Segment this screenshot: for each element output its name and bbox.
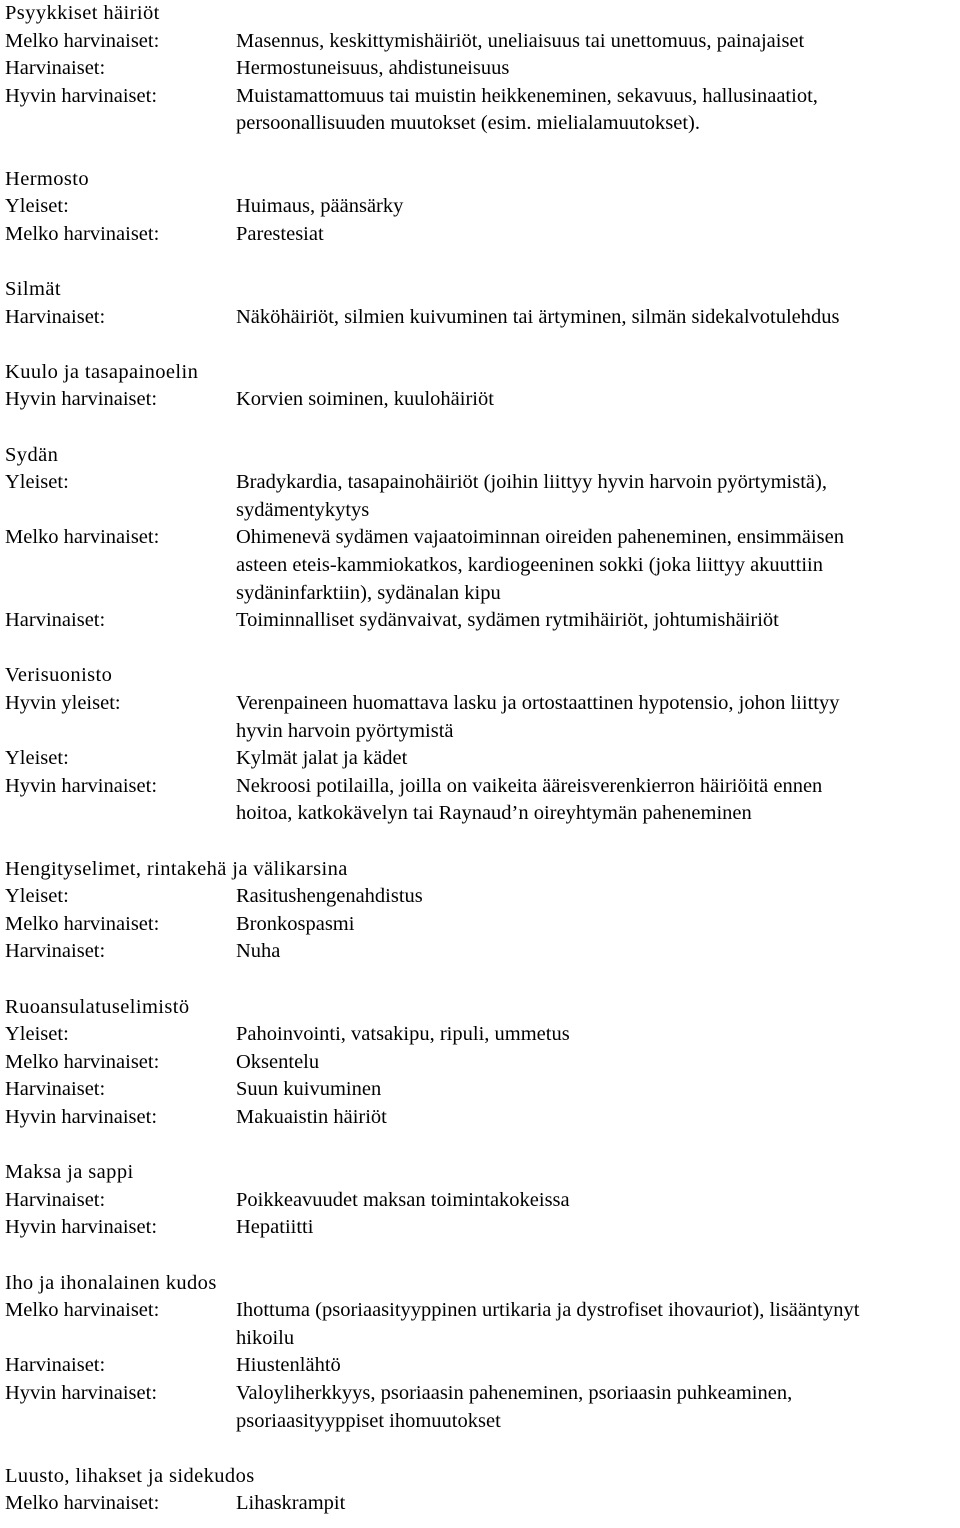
frequency-label: Hyvin harvinaiset:	[5, 774, 158, 797]
effect-text: Makuaistin häiriöt	[236, 1106, 387, 1128]
effect-text: Bradykardia, tasapainohäiriöt (joihin liittyy hyvin harvoin pyörtymistä),	[236, 471, 827, 494]
frequency-label: Hyvin harvinaiset:	[5, 1382, 158, 1404]
effect-text: Valoyliherkkyys, psoriaasin paheneminen, psoriaasin puhkeaminen,	[236, 1382, 793, 1404]
effect-text: Suun kuivuminen	[236, 1078, 382, 1101]
frequency-label: Hyvin harvinaiset:	[5, 388, 158, 411]
effect-text: Verenpaineen huomattava lasku ja ortostaattinen hypotensio, johon liittyy	[236, 692, 840, 714]
effect-text: Rasitushengenahdistus	[236, 885, 423, 908]
section-heading: Luusto, lihakset ja sidekudos	[5, 1464, 255, 1487]
frequency-label: Harvinaiset:	[5, 1354, 106, 1377]
frequency-label: Harvinaiset:	[5, 57, 106, 80]
frequency-label: Harvinaiset:	[5, 1188, 106, 1211]
effect-text: psoriaasityyppiset ihomuutokset	[236, 1409, 501, 1432]
frequency-label: Harvinaiset:	[5, 1078, 106, 1101]
effect-text: hoitoa, katkokävelyn tai Raynaud’n oireyhtymän paheneminen	[236, 802, 752, 825]
section-heading: Psyykkiset häiriöt	[5, 2, 160, 24]
frequency-label: Yleiset:	[5, 885, 69, 908]
frequency-label: Melko harvinaiset:	[5, 1050, 160, 1073]
effect-text: sydämentykytys	[236, 498, 370, 521]
frequency-label: Harvinaiset:	[5, 305, 106, 328]
frequency-label: Harvinaiset:	[5, 609, 106, 632]
effect-text: Hepatiitti	[236, 1216, 314, 1239]
frequency-label: Hyvin harvinaiset:	[5, 84, 158, 107]
effect-text: Ihottuma (psoriaasityyppinen urtikaria ja dystrofiset ihovauriot), lisääntynyt	[236, 1299, 860, 1322]
effect-text: Lihaskrampit	[236, 1492, 346, 1515]
frequency-label: Yleiset:	[5, 747, 69, 770]
effect-text: Nekroosi potilailla, joilla on vaikeita ääreisverenkierron häiriöitä ennen	[236, 774, 823, 797]
effect-text: Kylmät jalat ja kädet	[236, 747, 408, 770]
effect-text: Hermostuneisuus, ahdistuneisuus	[236, 57, 510, 80]
effect-text: hikoilu	[236, 1326, 295, 1349]
section-heading: Hengityselimet, rintakehä ja välikarsina	[5, 857, 348, 880]
frequency-label: Melko harvinaiset:	[5, 222, 160, 245]
section-heading: Maksa ja sappi	[5, 1161, 134, 1184]
section-heading: Ruoansulatuselimistö	[5, 995, 190, 1018]
effect-text: sydäninfarktiin), sydänalan kipu	[236, 581, 501, 604]
effect-text: hyvin harvoin pyörtymistä	[236, 719, 454, 742]
effect-text: persoonallisuuden muutokset (esim. mielialamuutokset).	[236, 112, 701, 135]
section-heading: Sydän	[5, 443, 59, 466]
effect-text: asteen eteis-kammiokatkos, kardiogeeninen sokki (joka liittyy akuuttiin	[236, 554, 823, 576]
frequency-label: Yleiset:	[5, 1023, 69, 1046]
section-heading: Verisuonisto	[5, 664, 113, 687]
effect-text: Korvien soiminen, kuulohäiriöt	[236, 388, 494, 411]
frequency-label: Harvinaiset:	[5, 940, 106, 963]
effect-text: Nuha	[236, 940, 281, 963]
effect-text: Huimaus, päänsärky	[236, 195, 404, 218]
section-heading: Hermosto	[5, 167, 90, 190]
effect-text: Toiminnalliset sydänvaivat, sydämen rytmihäiriöt, johtumishäiriöt	[236, 609, 779, 632]
frequency-label: Melko harvinaiset:	[5, 912, 160, 935]
frequency-label: Melko harvinaiset:	[5, 29, 160, 52]
frequency-label: Hyvin harvinaiset:	[5, 1106, 158, 1128]
effect-text: Muistamattomuus tai muistin heikkeneminen, sekavuus, hallusinaatiot,	[236, 84, 818, 107]
frequency-label: Melko harvinaiset:	[5, 1299, 160, 1322]
effect-text: Näköhäiriöt, silmien kuivuminen tai ärtyminen, silmän sidekalvotulehdus	[236, 305, 840, 328]
frequency-label: Hyvin yleiset:	[5, 692, 121, 714]
frequency-label: Yleiset:	[5, 195, 69, 218]
effect-text: Oksentelu	[236, 1050, 320, 1073]
frequency-label: Melko harvinaiset:	[5, 526, 160, 549]
effect-text: Hiustenlähtö	[236, 1354, 341, 1377]
effect-text: Pahoinvointi, vatsakipu, ripuli, ummetus	[236, 1023, 570, 1046]
effect-text: Masennus, keskittymishäiriöt, uneliaisuus tai unettomuus, painajaiset	[236, 29, 805, 52]
effect-text: Poikkeavuudet maksan toimintakokeissa	[236, 1188, 570, 1211]
frequency-label: Yleiset:	[5, 471, 69, 494]
section-heading: Iho ja ihonalainen kudos	[5, 1271, 217, 1294]
section-heading: Kuulo ja tasapainoelin	[5, 360, 199, 383]
frequency-label: Hyvin harvinaiset:	[5, 1216, 158, 1239]
effect-text: Ohimenevä sydämen vajaatoiminnan oireiden paheneminen, ensimmäisen	[236, 526, 844, 549]
effect-text: Parestesiat	[236, 222, 324, 245]
effect-text: Bronkospasmi	[236, 912, 355, 935]
section-heading: Silmät	[5, 278, 61, 300]
frequency-label: Melko harvinaiset:	[5, 1492, 160, 1515]
